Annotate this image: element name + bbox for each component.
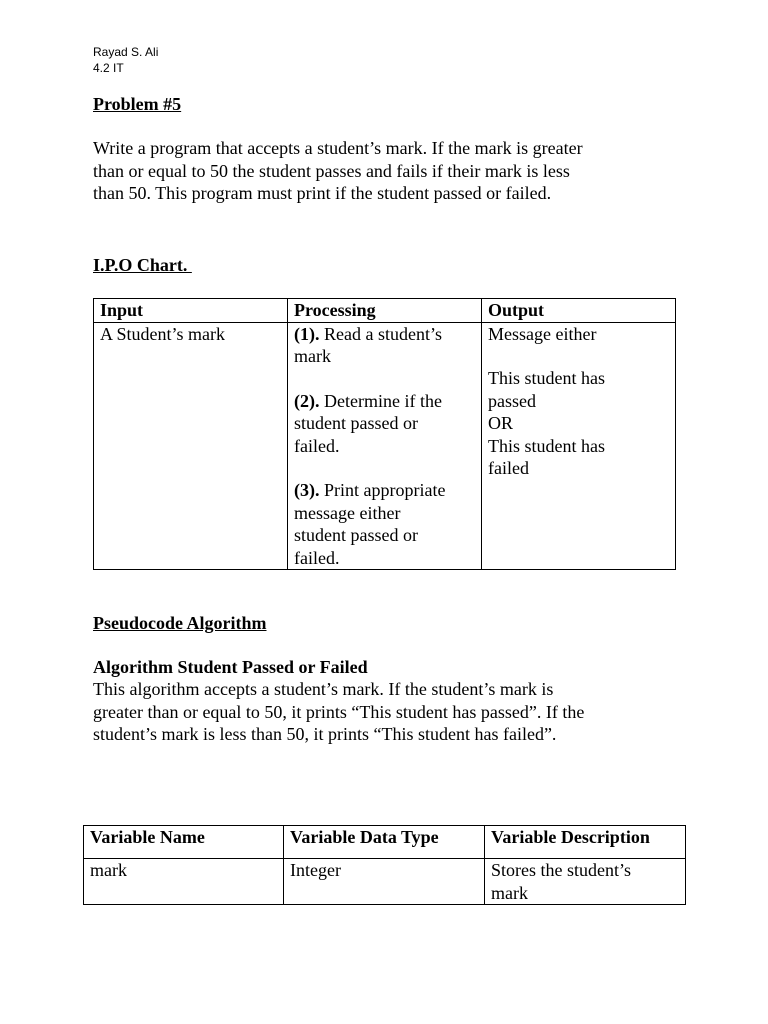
- step-number: (2).: [294, 390, 320, 411]
- variable-type-cell: Integer: [284, 859, 485, 905]
- algorithm-line: student’s mark is less than 50, it prints “This student has failed”.: [93, 724, 557, 744]
- ipo-header-input: Input: [94, 299, 288, 323]
- processing-step-1: [294, 323, 475, 368]
- algorithm-description: [93, 678, 584, 746]
- step-text: mark: [294, 346, 331, 366]
- step-text: Read a student’s: [319, 323, 442, 344]
- ipo-input-text: A Student’s mark: [100, 323, 225, 344]
- variable-description-line: Stores the student’s: [491, 860, 631, 880]
- step-number: (3).: [294, 480, 320, 500]
- ipo-heading: I.P.O Chart.: [93, 255, 192, 275]
- output-intro: Message either: [488, 323, 597, 344]
- step-number: (1).: [294, 323, 320, 344]
- ipo-header-output: Output: [482, 299, 676, 323]
- output-passed-line: passed: [488, 390, 536, 411]
- algorithm-line: This algorithm accepts a student’s mark. If the student’s mark is: [93, 679, 554, 699]
- ipo-header-row: [94, 299, 676, 323]
- problem-line: Write a program that accepts a student’s mark. If the mark is greater: [93, 138, 583, 158]
- step-text: failed.: [294, 547, 340, 568]
- variable-table: [83, 825, 686, 905]
- problem-statement: [93, 137, 583, 205]
- author-name: Rayad S. Ali: [93, 45, 159, 59]
- author-block: [93, 44, 158, 76]
- variable-header-name: Variable Name: [84, 826, 284, 859]
- pseudocode-heading: Pseudocode Algorithm: [93, 613, 267, 633]
- step-text: student passed or: [294, 413, 418, 433]
- ipo-body-row: [94, 322, 676, 570]
- algorithm-line: greater than or equal to 50, it prints “This student has passed”. If the: [93, 701, 585, 722]
- variable-header-row: [84, 826, 686, 859]
- author-class: 4.2 IT: [93, 61, 124, 75]
- variable-header-description: Variable Description: [485, 826, 686, 859]
- step-text: Print appropriate: [319, 480, 446, 500]
- variable-name-cell: mark: [84, 859, 284, 905]
- output-failed-line: failed: [488, 458, 529, 478]
- ipo-input-cell: [94, 322, 288, 570]
- processing-step-2: [294, 390, 475, 458]
- variable-description-line: mark: [491, 882, 528, 903]
- ipo-chart-table: [93, 298, 676, 570]
- problem-line: than or equal to 50 the student passes and fails if their mark is less: [93, 160, 570, 181]
- problem-line: than 50. This program must print if the student passed or failed.: [93, 183, 552, 203]
- step-text: student passed or: [294, 525, 418, 545]
- output-failed-line: This student has: [488, 435, 605, 456]
- step-text: Determine if the: [319, 390, 442, 411]
- problem-heading: Problem #5: [93, 94, 182, 114]
- variable-header-type: Variable Data Type: [284, 826, 485, 859]
- ipo-processing-cell: [288, 322, 482, 570]
- step-text: message either: [294, 502, 401, 523]
- step-text: failed.: [294, 435, 340, 456]
- variable-description-cell: [485, 859, 686, 905]
- algorithm-title: Algorithm Student Passed or Failed: [93, 657, 368, 677]
- processing-step-3: [294, 479, 475, 569]
- output-or: OR: [488, 413, 514, 433]
- table-row: [84, 859, 686, 905]
- output-passed-line: This student has: [488, 368, 605, 388]
- ipo-output-cell: [482, 322, 676, 570]
- ipo-header-processing: Processing: [288, 299, 482, 323]
